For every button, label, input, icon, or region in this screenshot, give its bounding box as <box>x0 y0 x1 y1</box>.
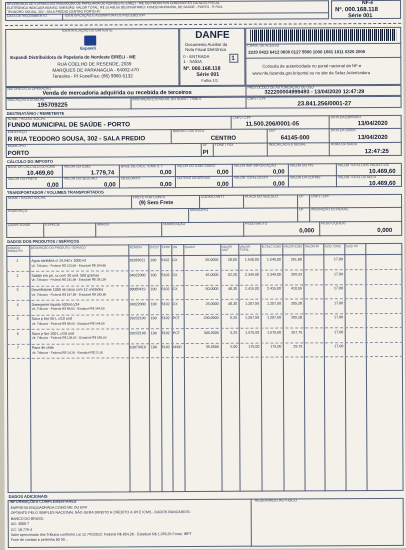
receipt-signature-label: IDENTIFICAÇÃO E ASSINATURA DO RECEBEDOR <box>65 13 145 18</box>
receipt-nfe-number: Nº. 000.168.118 <box>335 7 378 14</box>
tax-r2-c7-label: VALOR TOTAL DA NOTA <box>337 175 377 180</box>
cell-code: 5 <box>16 316 19 321</box>
cell-code: 6 <box>16 331 19 336</box>
cell-bc: 2.415,00 <box>267 286 282 291</box>
cell-qty: 230,0000 <box>203 315 219 320</box>
cell-bc: 175,00 <box>270 344 282 349</box>
cell-tributos: Vlr. Tributos - Federal R$ 98,63 - Estadual R$ 144,90 <box>31 320 105 326</box>
city-value: PORTO <box>7 150 30 157</box>
protocol-label: PROTOCOLO DE AUTORIZAÇÃO DE USO <box>247 85 314 90</box>
tax-r2-c5-label: VALOR TOTAL DO IPI <box>233 175 268 180</box>
cell-cfop: 5102 <box>161 301 170 306</box>
tax-r1-c6-label: VALOR DO PIS <box>289 163 314 168</box>
tax-r2-c4-value: 0,00 <box>216 181 229 188</box>
cell-cfop: 5102 <box>161 316 170 321</box>
issue-date-label: DATA DA EMISSÃO <box>330 115 361 120</box>
cell-ncm: 39232190 <box>129 330 146 335</box>
recipient-ie-label: INSCRIÇÃO ESTADUAL <box>268 142 307 147</box>
cell-bc: 1.207,50 <box>267 315 282 320</box>
product-header-3: O/CST <box>149 245 159 250</box>
uf-value: PI <box>202 149 209 156</box>
reserved-label: RESERVADO AO FISCO <box>254 498 298 503</box>
cell-cfop: 5102 <box>161 330 170 335</box>
product-header-11: VALOR IPI <box>304 244 320 249</box>
cell-code: 4 <box>16 302 19 307</box>
cell-cst: 100 <box>150 330 157 335</box>
cell-cst: 100 <box>150 345 157 350</box>
issue-date-value: 13/04/2020 <box>357 120 388 128</box>
cell-cfop: 5102 <box>161 258 170 263</box>
cell-aicms: 17,00 <box>334 300 344 305</box>
district-label: BAIRRO / DISTRITO <box>172 128 205 134</box>
transport-box <box>6 194 402 238</box>
expandi-logo-icon <box>84 36 96 46</box>
cell-tributos: Vlr. Tributos - Federal R$ 125,69 - Estadual R$ 184,80 <box>31 262 107 268</box>
cell-cfop: 5102 <box>161 345 170 350</box>
danfe-tipo: 1 <box>231 55 235 62</box>
receipt-nfe-serie: Série 001 <box>348 13 373 20</box>
receipt-date-label: DATA DE RECEBIMENTO <box>7 13 47 18</box>
cell-vicms: 29,75 <box>293 344 303 349</box>
danfe-numero: Nº. 000.168.118 <box>183 65 221 73</box>
product-header-10: VALOR ICMS <box>283 244 303 249</box>
tax-r2-c1-label: VALOR DO FRETE <box>7 176 38 181</box>
cell-code: 3 <box>16 287 19 292</box>
access-key-label: CHAVE DE ACESSO <box>247 43 280 48</box>
cell-cst: 100 <box>150 301 157 306</box>
nature-value: Venda de mercadoria adquirida ou recebida de terceiros <box>42 90 192 97</box>
gross-weight-value: 0,000 <box>299 228 315 235</box>
cell-ncm: 39232190 <box>129 316 146 321</box>
danfe-subtitle-2: Nota Fiscal Eletrônica <box>185 46 227 53</box>
transport-section: TRANSPORTADOR / VOLUMES TRANSPORTADOS <box>6 189 104 195</box>
receipt-nfe-label: NF-e <box>362 0 374 7</box>
tax-r1-c2-label: VALOR DO ICMS <box>63 164 91 169</box>
uf-label: UF <box>202 142 208 147</box>
tax-r2-c1-value: 0,00 <box>46 182 59 189</box>
cell-vtotal: 2.415,00 <box>245 286 260 291</box>
cell-tributos: Vlr. Tributos - Federal R$ 98,63 - Estadual R$ 144,90 <box>31 306 105 311</box>
cell-bc: 2.349,00 <box>266 272 281 277</box>
gross-weight-label: PESO BRUTO <box>245 221 268 226</box>
consulta-line-2: www.nfe.fazenda.gov.br/portal ou no site da Sefaz Autorizadora <box>252 70 371 76</box>
cell-vunit: 5,25 <box>230 330 238 335</box>
net-weight-label: PESO LÍQUIDO <box>321 221 346 226</box>
cell-ncm: 34022000 <box>129 272 146 277</box>
tax-r1-c4-label: VALOR DO ICMS SUBST. <box>176 163 217 169</box>
brand-label: MARCA <box>97 222 110 227</box>
cell-desc: Sabão em pó, cx com 20 und. 500 gramas <box>31 272 100 278</box>
cell-code: 7 <box>16 345 19 350</box>
carrier-uf2-label: UF <box>299 207 304 212</box>
cell-cfop: 5102 <box>161 287 170 292</box>
cell-vtotal: 1.575,00 <box>245 330 260 335</box>
exit-date-label: DATA DA SAÍDA <box>330 128 356 133</box>
additional-info-line: BANCO DO BRASIL <box>10 516 44 521</box>
cell-cst: 100 <box>150 258 157 263</box>
cell-desc: Detergente liquido 500ml c/24 <box>31 302 80 307</box>
danfe-page <box>2 0 406 550</box>
nature-label: NATUREZA DA OPERAÇÃO <box>7 86 51 91</box>
cell-bc: 1.575,00 <box>267 330 282 335</box>
additional-info-line: Valor aproximado dos Tributos conforme Lei 12.741/2012: Federal R$ 854,28 - Estadual R$ 1.256,26 Fonte: IBPT <box>10 532 192 537</box>
cell-code: 1 <box>16 258 19 263</box>
carrier-uf-label: UF <box>299 194 304 199</box>
product-header-9: B.CÁLC ICMS <box>261 244 281 249</box>
emitter-cnpj-label: CNPJ / CPF <box>247 96 266 101</box>
cell-cst: 100 <box>150 272 157 277</box>
tax-r2-c7-value: 10.469,60 <box>368 180 396 188</box>
tax-r2-c6-label: VALOR DA COFINS <box>289 175 321 180</box>
emitter-address-2: MARQUES DE PARANAGUA - 64002-470 <box>52 67 139 73</box>
cell-vunit: 52,20 <box>227 272 237 277</box>
cell-aicms: 17,00 <box>334 315 344 320</box>
recipient-name-value: FUNDO MUNICIPAL DE SAÚDE - PORTO <box>7 121 131 129</box>
product-header-13: ALÍQ. IPI <box>345 244 358 249</box>
carrier-name-label: NOME / RAZÃO SOCIAL <box>8 195 47 200</box>
recipient-cnpj-label: CNPJ / CPF <box>232 115 252 120</box>
cell-vtotal: 1.207,50 <box>245 315 260 320</box>
tax-r2-c2-value: 0,00 <box>103 182 116 189</box>
cell-vicms: 399,33 <box>290 271 302 276</box>
cell-qty: 35,0000 <box>205 344 219 349</box>
emitter-cnpj-value: 23.841.256/0001-27 <box>297 101 352 108</box>
tax-r1-c3-value: 0,00 <box>159 170 172 177</box>
danfe-folha: Folha 1/1 <box>201 77 219 83</box>
exit-date-value: 13/04/2020 <box>357 134 388 142</box>
cell-qty: 25,0000 <box>205 301 219 306</box>
cell-tributos: Vlr. Tributos - Federal R$ 14,26 - Estadual R$ 21,00 <box>31 349 104 355</box>
emitter-address-1: RUA COELHO DE RESENDE, 2039 <box>57 61 132 67</box>
tax-r1-c3-label: BASE DE CÁLC. ICMS S.T. <box>120 164 163 169</box>
state-reg-value: 195709225 <box>37 102 68 109</box>
emitter-id-label: IDENTIFICAÇÃO DO EMITENTE <box>62 28 113 33</box>
address-value: R RUA TEODORO SOUSA, 302 - SALA PREDIO <box>7 135 146 143</box>
exit-time-value: 12:47:25 <box>364 148 389 156</box>
additional-info-line: OPTANTE PELO SIMPLES NACIONAL NÃO GERA DIREITO A CRÉDITO À IPI E ICMS - DADOS BANCÁRIOS: <box>10 510 191 516</box>
cell-vicms: 410,55 <box>291 286 303 291</box>
tax-r2-c3-label: DESCONTO <box>120 176 141 181</box>
tax-r2-c5-value: 0,00 <box>272 181 285 188</box>
cell-vunit: 48,30 <box>228 301 238 306</box>
cell-desc: Agua sanitária c/ 1/Unid x 1000 ml <box>31 258 87 263</box>
cell-bc: 1.540,00 <box>266 257 281 262</box>
cell-vtotal: 1.207,50 <box>245 301 260 306</box>
phone-label: FONE / FAX <box>214 142 234 147</box>
cell-code: 2 <box>16 273 19 278</box>
cell-desc: Pano de chão <box>31 345 55 350</box>
carrier-ie-label: INSCRIÇÃO ESTADUAL <box>311 207 349 212</box>
cell-ncm: 63079010 <box>129 345 146 350</box>
product-header-12: ALÍQ. ICMS <box>324 244 341 249</box>
cell-vicms: 205,28 <box>291 315 303 320</box>
danfe-entrada: 0 - ENTRADA <box>183 53 210 60</box>
carrier-cnpj-label: CNPJ / CPF <box>311 194 330 199</box>
freight-label: FRETE POR CONTA <box>133 195 166 200</box>
product-header-4: CFOP <box>161 245 171 250</box>
product-header-7: VALOR UNIT <box>221 244 232 253</box>
cell-cfop: 5102 <box>161 272 170 277</box>
cell-aicms: 17,00 <box>333 271 343 276</box>
cell-aicms: 17,00 <box>334 344 344 349</box>
district-value: CENTRO <box>210 135 237 142</box>
additional-info-label: INFORMAÇÕES COMPLEMENTARES <box>9 499 77 504</box>
danfe-title: DANFE <box>195 29 230 41</box>
additional-info-line: EMPRESA ENQUADRADA COMO ME OU EPP <box>10 505 88 510</box>
receipt-text-3: TEODORO SOUSA, 302 - SALA PREDIO CENTRO PORTO-PI <box>7 9 100 14</box>
numbering-label: NUMERAÇÃO <box>163 222 186 227</box>
cell-vtotal: 2.349,00 <box>244 272 259 277</box>
emitter-address-3: Teresina - PI Fone/Fax: (86) 9960-5132 <box>52 73 133 79</box>
tax-r1-c1-label: BASE DE CÁLCULO DO ICMS <box>7 164 55 169</box>
cell-tributos: Vlr. Tributos - Federal R$ 191,68 - Estadual R$ 281,58 <box>31 277 107 282</box>
additional-info-line: AG: 4080-7 <box>10 522 30 527</box>
access-key-value: 2220 0422 6412 0600 0127 5500 1000 1681 1811 0320 2000 <box>248 49 366 55</box>
cell-qty: 50,0000 <box>205 286 219 291</box>
tax-r1-c5-value: 0,00 <box>272 169 285 176</box>
net-weight-value: 0,000 <box>377 227 393 235</box>
cell-aicms: 17,00 <box>334 329 344 334</box>
cell-vunit: 48,30 <box>228 286 238 291</box>
logo-text: Expandi <box>80 45 96 51</box>
tax-r1-c4-value: 0,00 <box>216 169 229 176</box>
cell-qty: 45,0000 <box>205 272 219 277</box>
cell-vunit: 5,25 <box>230 315 238 320</box>
cell-un: CX <box>172 258 178 263</box>
address-label: ENDEREÇO <box>7 129 27 134</box>
cell-un: CX <box>172 287 178 292</box>
tax-r1-c7-label: VALOR TOTAL DOS PRODUTOS <box>337 162 389 168</box>
cell-vtotal: 175,00 <box>248 344 260 349</box>
product-header-0: CÓDIGO PRODUTO <box>7 245 23 254</box>
tax-r1-c7-value: 10.469,60 <box>368 168 396 176</box>
consulta-line-1: Consulta de autenticidade no portal nacional da NF-e <box>262 63 362 69</box>
product-header-1: DESCRIÇÃO DO PRODUTO / SERVIÇO <box>30 245 86 250</box>
tax-r2-c4-label: OUTRAS DESPESAS <box>176 175 211 181</box>
additional-section: DADOS ADICIONAIS <box>8 493 48 499</box>
receipt-text-2: ELETRÔNICA INDICADA ABAIXO. EMISSÃO: VALOR TOTAL: R$ 10.469,60 DESTINATÁRIO: FUNDO MUNICIPAL DE SAÚDE - PORTO - R RUA <box>7 4 223 10</box>
recipient-name-label: NOME / RAZÃO SOCIAL <box>7 116 46 121</box>
antt-label: CÓDIGO ANTT <box>201 194 225 199</box>
cell-ncm: 28289011 <box>129 258 146 263</box>
products-section: DADOS DOS PRODUTOS / SERVIÇOS <box>7 238 80 244</box>
freight-value: (9) Sem Frete <box>139 200 174 207</box>
cell-cst: 100 <box>150 287 157 292</box>
cell-vicms: 267,75 <box>291 329 303 334</box>
cell-tributos: Vlr. Tributos - Federal R$ 197,58 - Estadual R$ 290,80 <box>31 291 107 297</box>
state-reg-label: INSCRIÇÃO ESTADUAL <box>7 97 45 102</box>
tax-section: CÁLCULO DO IMPOSTO <box>6 158 54 164</box>
cell-vicms: 205,28 <box>291 300 303 305</box>
cell-desc: Desinfetante 1000 ml caixa com 12 unidades <box>31 287 104 292</box>
state-reg-st-label: INSCRIÇÃO ESTADUAL DO SUBST. TRIBUT. <box>132 96 203 102</box>
cell-bc: 1.207,50 <box>267 301 282 306</box>
species-label: ESPÉCIE <box>45 222 60 227</box>
plate-label: PLACA DO VEÍCULO <box>245 194 278 199</box>
cell-un: CX <box>172 272 178 277</box>
cell-desc: Saco p lixo 100 L c/10 und <box>31 331 74 336</box>
product-header-6: QUANT <box>184 244 196 250</box>
cell-ncm: 38089419 <box>129 287 146 292</box>
danfe-subtitle-1: Documento Auxiliar da <box>185 41 228 48</box>
tax-r1-c5-label: VALOR IMP. IMPORTAÇÃO <box>233 163 277 168</box>
cell-desc: Saco p lixo 50 L c/10 und <box>31 316 72 321</box>
protocol-value: 322200004999493 - 13/04/2020 12:47:29 <box>264 89 365 96</box>
cell-un: UNID <box>172 345 182 350</box>
product-header-2: NCM/SH <box>129 245 142 250</box>
cell-vtotal: 1.540,00 <box>244 257 259 262</box>
cell-un: PCT <box>172 316 180 321</box>
quantity-label: QUANTIDADE <box>8 222 31 227</box>
tax-r2-c2-label: VALOR DO SEGURO <box>63 176 97 181</box>
barcode <box>250 29 396 42</box>
carrier-address-label: ENDEREÇO <box>8 208 28 213</box>
tax-r1-c2-value: 1.779,74 <box>90 170 115 177</box>
zip-label: CEP <box>268 128 276 133</box>
receipt-text: RECEBEMOS DE EXPANDI DISTRIBUIDORA DE PAPELARIA DO NORDESTE EIRELI - ME OS PRODUTOS CONSTANTES DA NOTA FISCAL <box>7 0 220 6</box>
tax-r2-c3-value: 0,00 <box>159 182 172 189</box>
cell-cst: 100 <box>150 316 157 321</box>
recipient-cnpj-value: 11.500.206/0001-05 <box>245 121 300 128</box>
cell-qty: 55,0000 <box>205 257 219 262</box>
product-header-5: UN <box>172 245 178 250</box>
cell-tributos: Vlr. Tributos - Federal R$ 128,02 - Estadual R$ 189,00 <box>31 335 107 340</box>
cell-ncm: 34022000 <box>129 301 146 306</box>
cell-aicms: 17,00 <box>334 286 344 291</box>
cell-vunit: 28,00 <box>227 257 237 262</box>
cell-aicms: 17,00 <box>333 257 343 262</box>
cell-un: PCT <box>172 330 180 335</box>
tax-r1-c1-value: 10.469,60 <box>26 170 54 177</box>
zip-value: 64145-000 <box>280 135 310 142</box>
additional-info-line: Fone de contato à pedrinha 80 99... <box>10 538 68 543</box>
city-label: MUNICÍPIO <box>7 143 26 148</box>
carrier-city-label: MUNICÍPIO <box>190 207 209 213</box>
danfe-saida: 1 - SAÍDA <box>183 58 202 65</box>
emitter-name: Expandi Distribuidora de Papelaria do Nordeste EIRELI - ME <box>10 54 136 60</box>
cell-vunit: 5,00 <box>230 344 238 349</box>
cell-vicms: 261,80 <box>290 257 302 262</box>
cell-qty: 300,0000 <box>203 330 219 335</box>
cell-un: CX <box>172 301 178 306</box>
recipient-section: DESTINATÁRIO / REMETENTE <box>6 110 65 116</box>
product-header-8: VALOR TOTAL <box>239 244 250 253</box>
exit-time-label: HORA DA SAÍDA <box>330 142 357 147</box>
additional-info-line: CC: 18.775-4 <box>10 527 33 532</box>
danfe-serie: Série 001 <box>196 71 220 78</box>
